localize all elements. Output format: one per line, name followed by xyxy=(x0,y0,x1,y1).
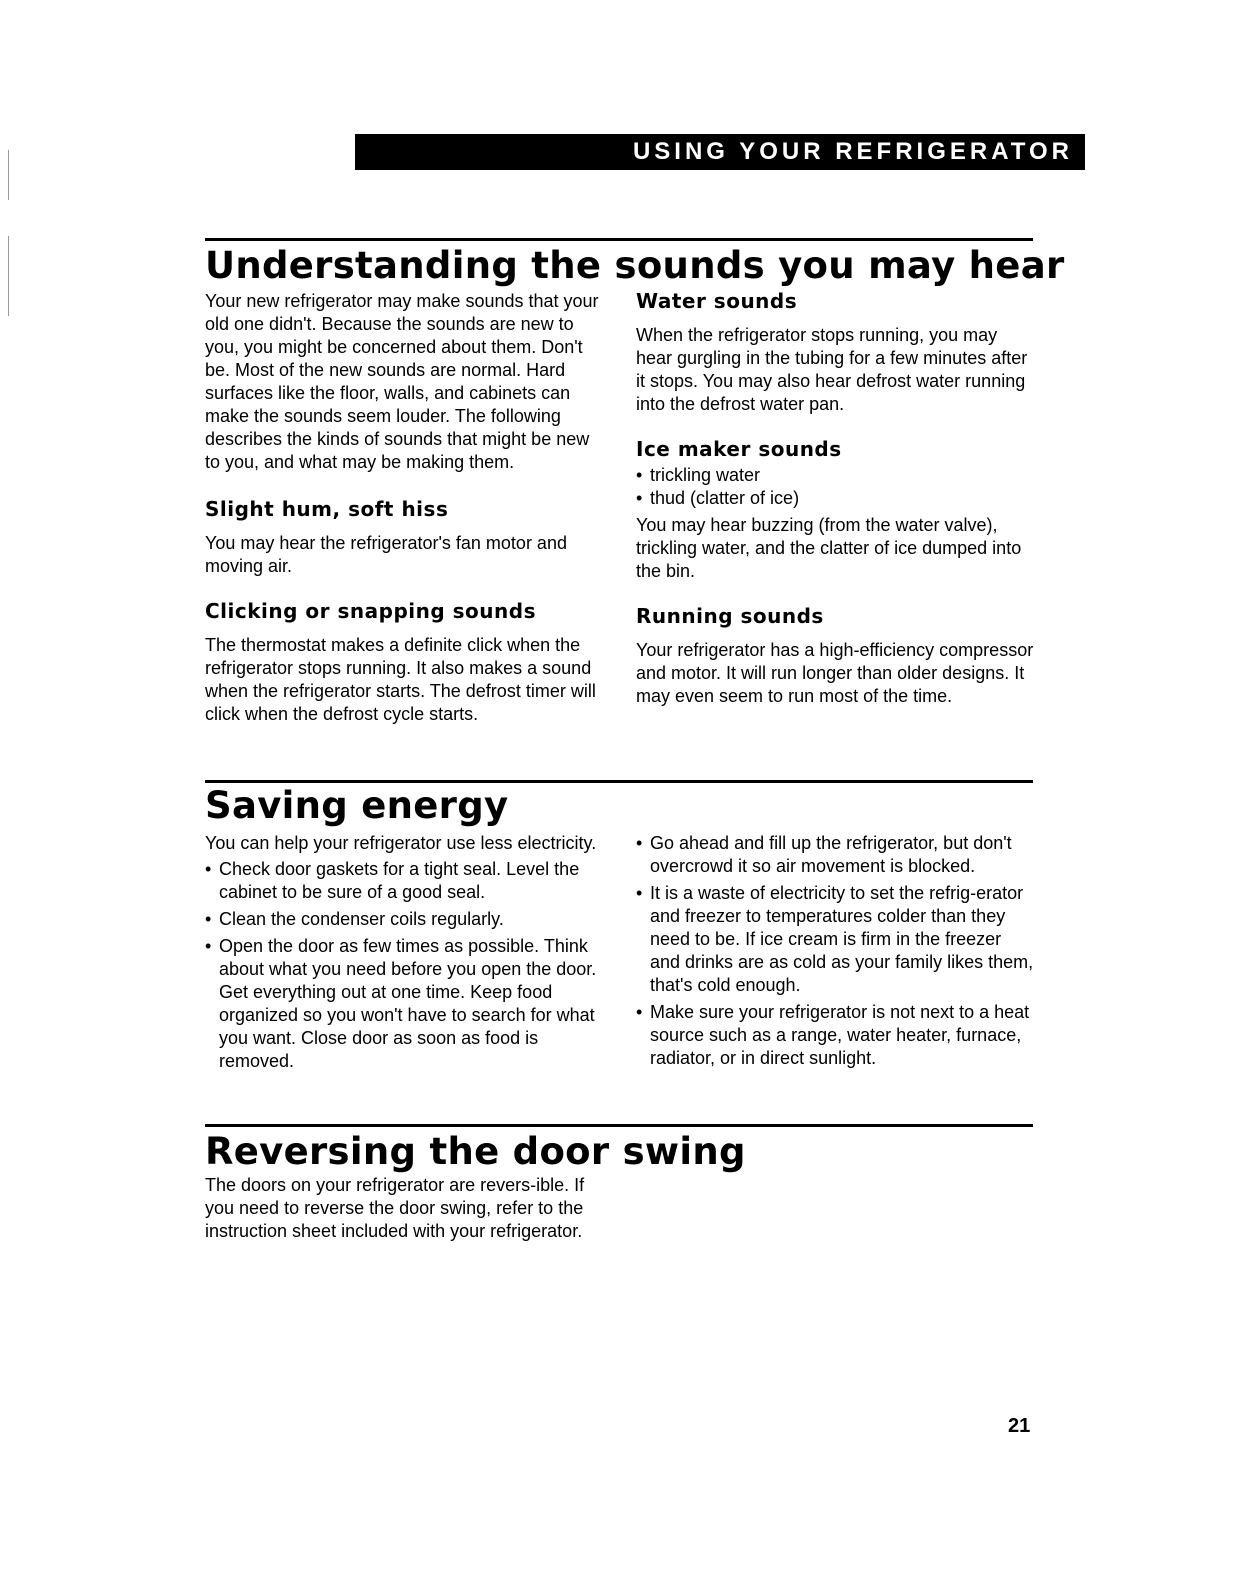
scan-mark xyxy=(8,236,9,316)
list-item: • trickling water xyxy=(636,464,1036,487)
section-rule xyxy=(205,1124,1033,1127)
list-item: • It is a waste of electricity to set the refrig-erator and freezer to temperatures colder than they need to be. If ice cream is firm in the freezer and drinks are as cold as your family likes them, that's cold enough. xyxy=(636,882,1036,997)
energy-left-list xyxy=(205,858,600,1073)
energy-title: Saving energy xyxy=(205,784,509,827)
energy-right-column xyxy=(636,832,1036,1070)
hum-heading: Slight hum, soft hiss xyxy=(205,497,449,521)
water-text: When the refrigerator stops running, you may hear gurgling in the tubing for a few minutes after it stops. You may also hear defrost water running into the defrost water pan. xyxy=(636,325,1028,414)
running-text: Your refrigerator has a high-efficiency compressor and motor. It will run longer than older designs. It may even seem to run most of the time. xyxy=(636,640,1034,706)
section-rule xyxy=(205,780,1033,783)
door-text: The doors on your refrigerator are revers-ible. If you need to reverse the door swing, refer to the instruction sheet included with your refrigerator. xyxy=(205,1175,585,1241)
icemaker-list xyxy=(636,464,1036,510)
sounds-left-column xyxy=(205,290,603,726)
scan-mark xyxy=(8,150,9,200)
list-item: • Open the door as few times as possible. Think about what you need before you open the door. Get everything out at one time. Keep food organized so you won't have to search for what you want. Close door as soon as food is removed. xyxy=(205,935,600,1073)
energy-intro: You can help your refrigerator use less electricity. xyxy=(205,833,597,853)
sounds-intro: Your new refrigerator may make sounds that your old one didn't. Because the sounds are new to you, you might be concerned about them. Don't be. Most of the new sounds are normal. Hard surfaces like the floor, walls, and cabinets can make the sounds seem louder. The following describes the kinds of sounds that might be new to you, and what may be making them. xyxy=(205,291,599,472)
list-item: • Check door gaskets for a tight seal. Level the cabinet to be sure of a good seal. xyxy=(205,858,600,904)
clicking-text: The thermostat makes a definite click when the refrigerator stops running. It also makes a sound when the refrigerator starts. The defrost timer will click when the defrost cycle starts. xyxy=(205,635,596,724)
sounds-title: Understanding the sounds you may hear xyxy=(205,244,1065,287)
page-number: 21 xyxy=(1008,1415,1031,1437)
list-item: • Clean the condenser coils regularly. xyxy=(205,908,600,931)
door-title: Reversing the door swing xyxy=(205,1130,746,1173)
section-rule xyxy=(205,238,1033,241)
water-heading: Water sounds xyxy=(636,289,798,313)
list-item: • Make sure your refrigerator is not next to a heat source such as a range, water heater, furnace, radiator, or in direct sunlight. xyxy=(636,1001,1036,1070)
energy-right-list xyxy=(636,832,1036,1070)
clicking-heading: Clicking or snapping sounds xyxy=(205,599,536,623)
section-banner: USING YOUR REFRIGERATOR xyxy=(355,134,1085,170)
running-heading: Running sounds xyxy=(636,604,824,628)
energy-left-column xyxy=(205,832,600,1073)
list-item: • Go ahead and fill up the refrigerator, but don't overcrowd it so air movement is blocked. xyxy=(636,832,1036,878)
list-item: • thud (clatter of ice) xyxy=(636,487,1036,510)
icemaker-text: You may hear buzzing (from the water valve), trickling water, and the clatter of ice dumped into the bin. xyxy=(636,515,1022,581)
icemaker-heading: Ice maker sounds xyxy=(636,437,842,461)
hum-text: You may hear the refrigerator's fan motor and moving air. xyxy=(205,533,567,576)
door-column xyxy=(205,1174,585,1243)
sounds-right-column xyxy=(636,288,1036,708)
